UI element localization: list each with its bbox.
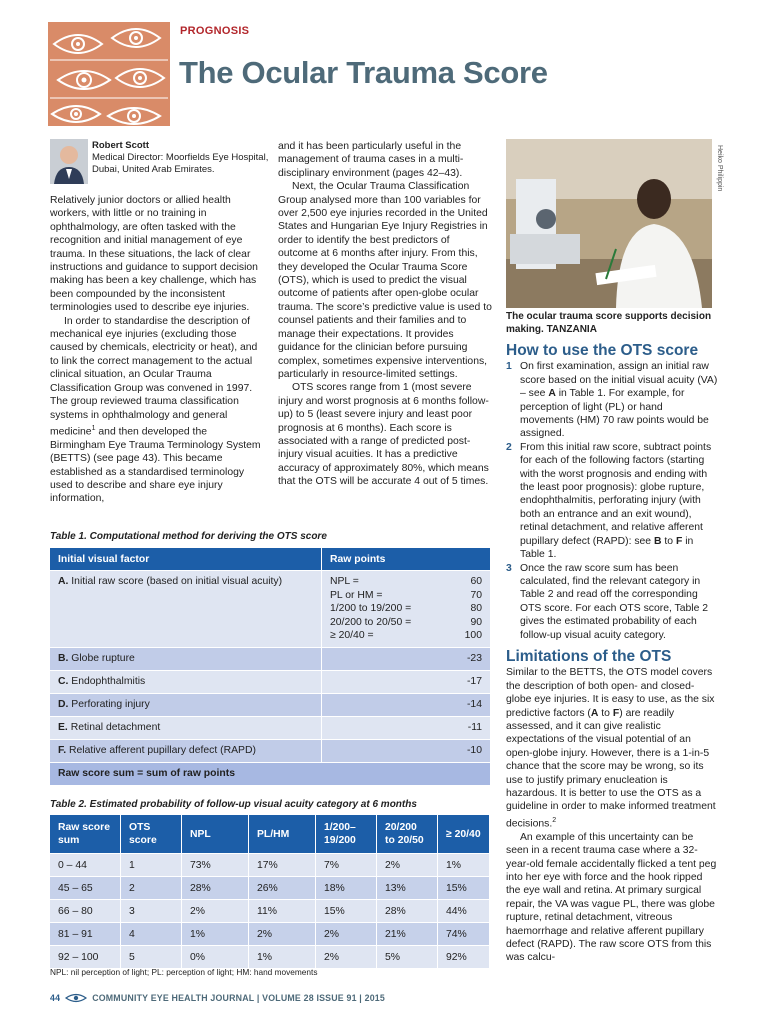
table-cell: 81 – 91 (50, 923, 121, 946)
table-cell: -10 (322, 739, 491, 762)
table-cell: 0% (182, 946, 249, 969)
section-heading: Limitations of the OTS (506, 647, 672, 665)
paragraph: Relatively junior doctors or allied health workers, with little or no training in ophthalmology, are often tasked with the recognition and initial management of eye trauma. In these situations, the lack of clear instructions and guidance to support decision making has been a key challenge, which has been compounded by the inconsistent terminologies used to describe eye injuries. (50, 195, 258, 314)
table-header-row (50, 548, 490, 571)
paragraph: Similar to the BETTS, the OTS model covers the description of both open- and closed-globe eye injuries. It is easy to use, as the six predictive factors (A to F) are readily assessed, and it can give realistic expectations of the visual potential of an open-globe injury. However, there is a 1-in-5 chance that the score may be wrong, so its use to justify primary enucleation is hazardous. It is better to use the OTS as a guideline in order to make informed treatment decisions.$^2$ (506, 667, 716, 830)
table-row (50, 647, 490, 670)
table-cell: 28% (377, 900, 438, 923)
body-column-2 (278, 140, 492, 489)
table-cell: D. Perforating injury (50, 693, 322, 716)
table-cell: 2% (182, 900, 249, 923)
table-cell: 3 (121, 900, 182, 923)
table-header-row (50, 815, 490, 854)
table-2 (50, 815, 490, 968)
author-affiliation: Medical Director: Moorfields Eye Hospital, Dubai, United Arab Emirates. (92, 152, 269, 175)
table-cell: 18% (316, 877, 377, 900)
table-cell: 0 – 44 (50, 854, 121, 877)
table-cell: 44% (438, 900, 490, 923)
table-1-caption: Table 1. Computational method for deriving the OTS score (50, 531, 327, 542)
table-cell: B. Globe rupture (50, 647, 322, 670)
table-cell: 28% (182, 877, 249, 900)
table-2-note: NPL: nil perception of light; PL: perception of light; HM: hand movements (50, 967, 318, 977)
author-name: Robert Scott (92, 140, 149, 151)
section-heading: How to use the OTS score (506, 342, 699, 359)
steps-list (506, 360, 718, 642)
column-header: OTS score (121, 815, 182, 854)
table-cell: 2% (249, 923, 316, 946)
table-cell: 21% (377, 923, 438, 946)
paragraph: and it has been particularly useful in the management of trauma cases in a multi-disciplinary environment (pages 42–43). (278, 141, 464, 179)
table-cell: 7% (316, 854, 377, 877)
table-1 (50, 548, 490, 785)
paragraph: An example of this uncertainty can be seen in a recent trauma case where a 32-year-old female accidentally flicked a tent peg into her eye with force and the hook ripped the eye wall and retina. At primary surgical repair, the VA was vague PL, there was globe rupture, retinal detachment, vitreous haemorrhage and relative afferent pupillary defect (RAPD). The raw score OTS from this was calcu- (506, 831, 717, 964)
table-cell: 1% (438, 854, 490, 877)
paragraph: OTS scores range from 1 (most severe injury and worst prognosis at 6 months follow-up) to 5 (least severe injury and least poor prognosis at 6 months). Each score is associated with a range of predicted post-injury visual acuities. It has a predictive accuracy of approximately 80%, which means that the OTS will be accurate 4 out of 5 times. (278, 382, 489, 488)
table-row (50, 946, 490, 969)
table-cell: 1 (121, 854, 182, 877)
table-row (50, 923, 490, 946)
clinic-photo (506, 139, 712, 308)
table-cell: 1% (249, 946, 316, 969)
table-cell: -11 (322, 716, 491, 739)
table-cell: F. Relative afferent pupillary defect (RAPD) (50, 739, 322, 762)
journal-info: COMMUNITY EYE HEALTH JOURNAL | VOLUME 28 ISSUE 91 | 2015 (92, 993, 385, 1003)
article-title: The Ocular Trauma Score (179, 55, 548, 90)
table-cell: 2 (121, 877, 182, 900)
table-cell: 66 – 80 (50, 900, 121, 923)
table-2-caption: Table 2. Estimated probability of follow-up visual acuity category at 6 months (50, 799, 417, 810)
list-item: 3 Once the raw score sum has been calculated, find the relevant category in Table 2 and read off the corresponding OTS score. For each OTS score, Table 2 gives the estimated probability of each follow-up visual acuity category. (506, 562, 709, 641)
column-header: ≥ 20/40 (438, 815, 490, 854)
table-cell: 2% (377, 854, 438, 877)
table-cell: 5 (121, 946, 182, 969)
table-footer: Raw score sum = sum of raw points (50, 762, 490, 785)
table-cell: 92% (438, 946, 490, 969)
body-column-1 (50, 194, 263, 506)
eye-logo-icon (65, 993, 87, 1003)
column-header: 20/200 to 20/50 (377, 815, 438, 854)
list-item: 2 From this initial raw score, subtract points for each of the following factors (starting with the worst prognosis and ending with the least poor prognosis): globe rupture, endophthalmitis, perforating injury (with both an entrance and an exit wound), retinal detachment, and relative afferent pupillary defect (RAPD): see B to F in Table 1. (506, 441, 712, 561)
author-block (92, 140, 272, 176)
list-item: 1 On first examination, assign an initial raw score based on the initial visual acuity (VA) – see A in Table 1. For example, for perception of light (PL) or hand movements (HM) 70 raw points would be assigned. (506, 361, 718, 440)
page-number: 44 (50, 993, 61, 1003)
table-cell: -17 (322, 670, 491, 693)
column-header: Initial visual factor (50, 548, 322, 571)
table-row (50, 693, 490, 716)
table-row (50, 739, 490, 762)
photo-credit: Heiko Philippin (716, 145, 723, 192)
section-kicker: PROGNOSIS (180, 25, 250, 37)
table-cell: 74% (438, 923, 490, 946)
table-cell: -23 (322, 647, 491, 670)
table-row (50, 900, 490, 923)
table-cell: 1% (182, 923, 249, 946)
table-cell: A. Initial raw score (based on initial visual acuity) (50, 571, 322, 648)
table-cell: NPL = 60 PL or HM = 70 1/200 to 19/200 = 80 20/200 to 20/50 = 90 ≥ 20/40 = 100 (322, 571, 491, 648)
table-cell: 92 – 100 (50, 946, 121, 969)
column-header: Raw points (322, 548, 491, 571)
page-footer (50, 993, 385, 1003)
column-header: Raw score sum (50, 815, 121, 854)
paragraph: Next, the Ocular Trauma Classification Group analysed more than 100 variables for over 2,500 eye injuries recorded in the United States and Hungarian Eye Injury Registries in order to identify the best predictors of outcome at 6 months after injury. From this, they developed the Ocular Trauma Score (OTS), which is used to predict the visual outcome of patients after open-globe ocular trauma. The score’s predictive value is used to counsel patients and their families and to manage their expectations. It provides guidance for the clinician before pursuing complex, sometimes expensive interventions, particularly in resource-limited settings. (278, 181, 492, 380)
table-row (50, 670, 490, 693)
table-row (50, 854, 490, 877)
table-cell: E. Retinal detachment (50, 716, 322, 739)
paragraph: In order to standardise the description of mechanical eye injuries (excluding those caused by chemicals, electricity or heat), and to link the correct management to the actual clinical situation, an Ocular Trauma Classification Group was convened in 1997. The group reviewed trauma classification systems in ophthalmology and general medicine$^1$ and then developed the Birmingham Eye Trauma Terminology System (BETTS) (see page 43). This became established as a standardised terminology used to describe and share eye injury information, (50, 315, 261, 505)
table-cell: 2% (316, 946, 377, 969)
table-cell: 4 (121, 923, 182, 946)
table-cell: -14 (322, 693, 491, 716)
table-cell: 11% (249, 900, 316, 923)
table-cell: 73% (182, 854, 249, 877)
table-row (50, 716, 490, 739)
table-cell: 5% (377, 946, 438, 969)
photo-caption: The ocular trauma score supports decision making. TANZANIA (506, 311, 712, 335)
table-cell: 2% (316, 923, 377, 946)
table-cell: C. Endophthalmitis (50, 670, 322, 693)
table-footer-row (50, 762, 490, 785)
table-cell: 13% (377, 877, 438, 900)
column-header: 1/200– 19/200 (316, 815, 377, 854)
column-header: PL/HM (249, 815, 316, 854)
table-row (50, 877, 490, 900)
table-cell: 15% (438, 877, 490, 900)
column-header: NPL (182, 815, 249, 854)
table-cell: 45 – 65 (50, 877, 121, 900)
table-cell: 17% (249, 854, 316, 877)
table-row (50, 571, 490, 648)
body-column-3 (506, 344, 718, 965)
eye-pattern-illustration (48, 22, 170, 126)
table-cell: 15% (316, 900, 377, 923)
table-cell: 26% (249, 877, 316, 900)
author-photo (50, 139, 88, 184)
